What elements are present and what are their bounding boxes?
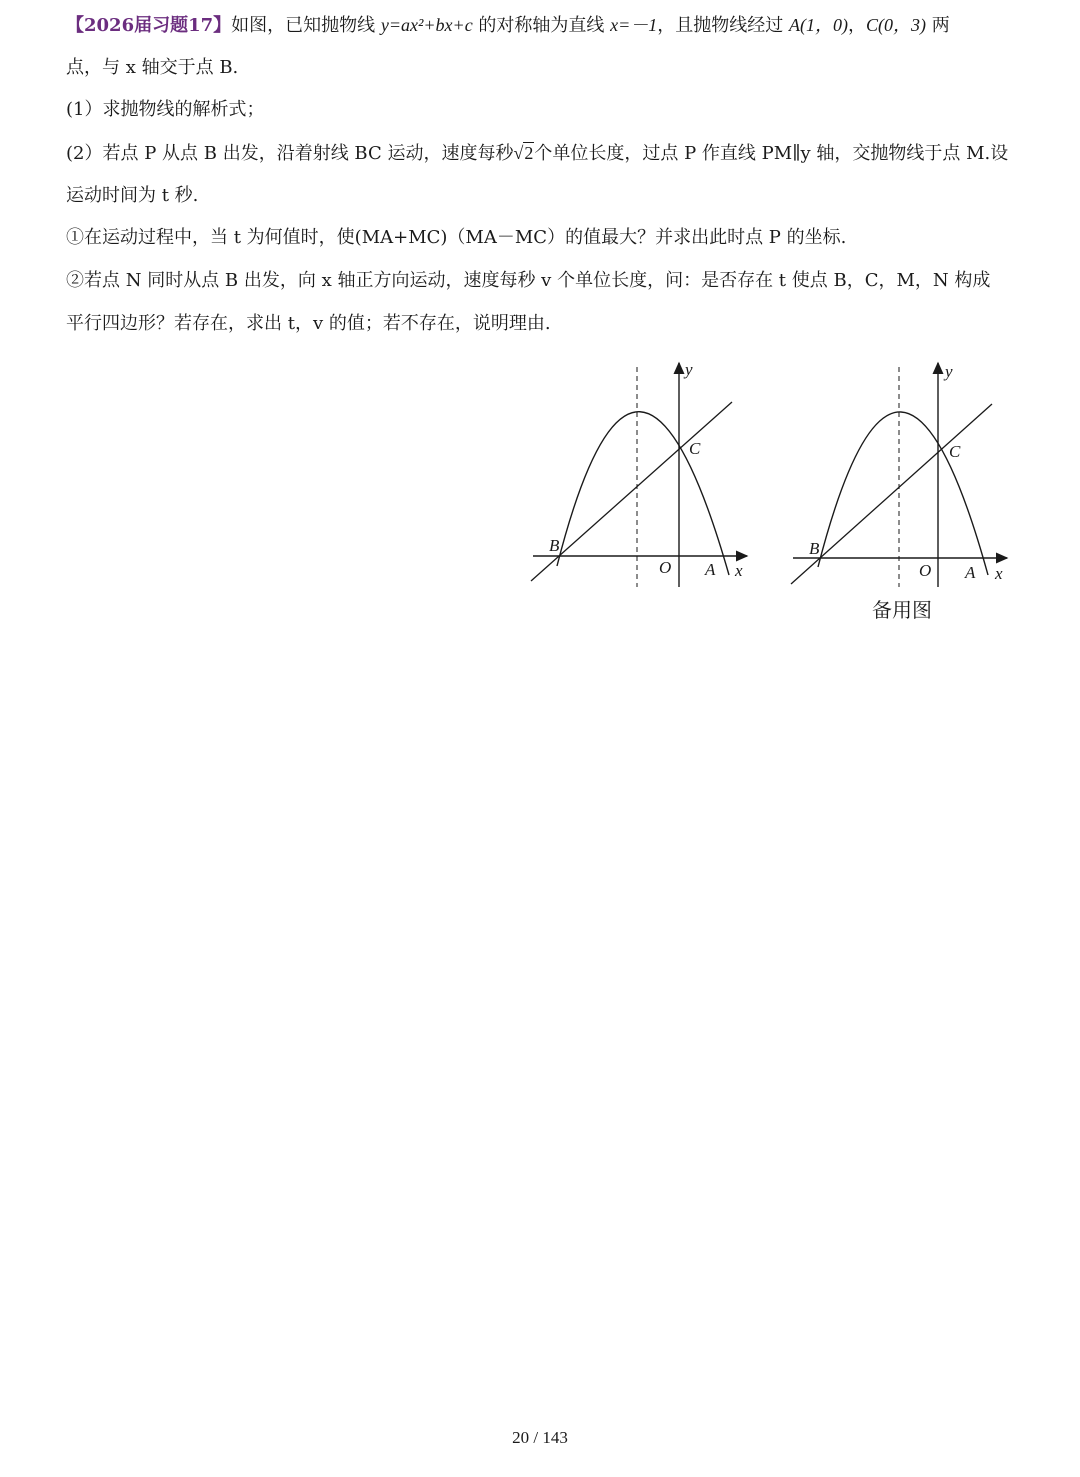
label-a: A <box>705 560 716 579</box>
text-run: 如图，已知抛物线 <box>231 15 381 36</box>
point-a-coords: A(1，0) <box>789 15 848 35</box>
equation-parabola: y=ax²+bx+c <box>380 15 473 35</box>
figure-main <box>525 355 755 595</box>
figure-backup <box>785 355 1015 595</box>
text-run: 的对称轴为直线 <box>472 15 611 36</box>
label-x: x <box>995 564 1003 583</box>
label-b: B <box>549 536 560 555</box>
figure-caption: 备用图 <box>872 598 932 622</box>
problem-line-2: 点，与 x 轴交于点 B. <box>66 56 239 78</box>
label-o: O <box>919 561 932 580</box>
text-run: (2）若点 P 从点 B 出发，沿着射线 BC 运动，速度每秒 <box>66 143 514 165</box>
sub-question-2-line-1: ②若点 N 同时从点 B 出发，向 x 轴正方向运动，速度每秒 v 个单位长度，问：是否存在 t 使点 B，C，M，N 构成 <box>66 270 991 292</box>
label-b: B <box>809 539 820 558</box>
page-number: 20 / 143 <box>512 1428 568 1447</box>
part-2-line-1 <box>66 138 1016 181</box>
label-y: y <box>685 360 693 379</box>
equation-axis: x=－1 <box>610 15 658 35</box>
sqrt-symbol: √2 <box>513 143 534 164</box>
sub-question-1: ①在运动过程中，当 t 为何值时，使(MA+MC)（MA－MC）的值最大？并求出此时点 P 的坐标. <box>66 227 847 249</box>
problem-line-1 <box>66 10 1016 53</box>
point-c-coords: C(0，3) <box>866 15 926 35</box>
label-o: O <box>659 558 672 577</box>
text-run: ，且抛物线经过 <box>657 15 790 36</box>
parabola-curve <box>557 412 729 575</box>
label-c: C <box>949 442 961 461</box>
label-c: C <box>689 439 701 458</box>
problem-tag: 【2026届习题17】 <box>66 15 232 36</box>
part-2-line-2: 运动时间为 t 秒. <box>66 184 199 206</box>
text-run: 个单位长度，过点 P 作直线 PM∥y 轴，交抛物线于点 M.设 <box>534 143 1009 165</box>
label-x: x <box>735 561 743 580</box>
problem-text <box>66 10 1016 352</box>
label-y: y <box>945 362 953 381</box>
part-1: (1）求抛物线的解析式； <box>66 99 265 121</box>
sqrt-value: 2 <box>524 143 534 164</box>
text-run: 两 <box>926 15 950 36</box>
parabola-curve <box>818 412 988 575</box>
text-run: ， <box>848 15 866 36</box>
label-a: A <box>965 563 976 582</box>
sub-question-2-line-2: 平行四边形？若存在，求出 t，v 的值；若不存在，说明理由. <box>66 312 551 334</box>
